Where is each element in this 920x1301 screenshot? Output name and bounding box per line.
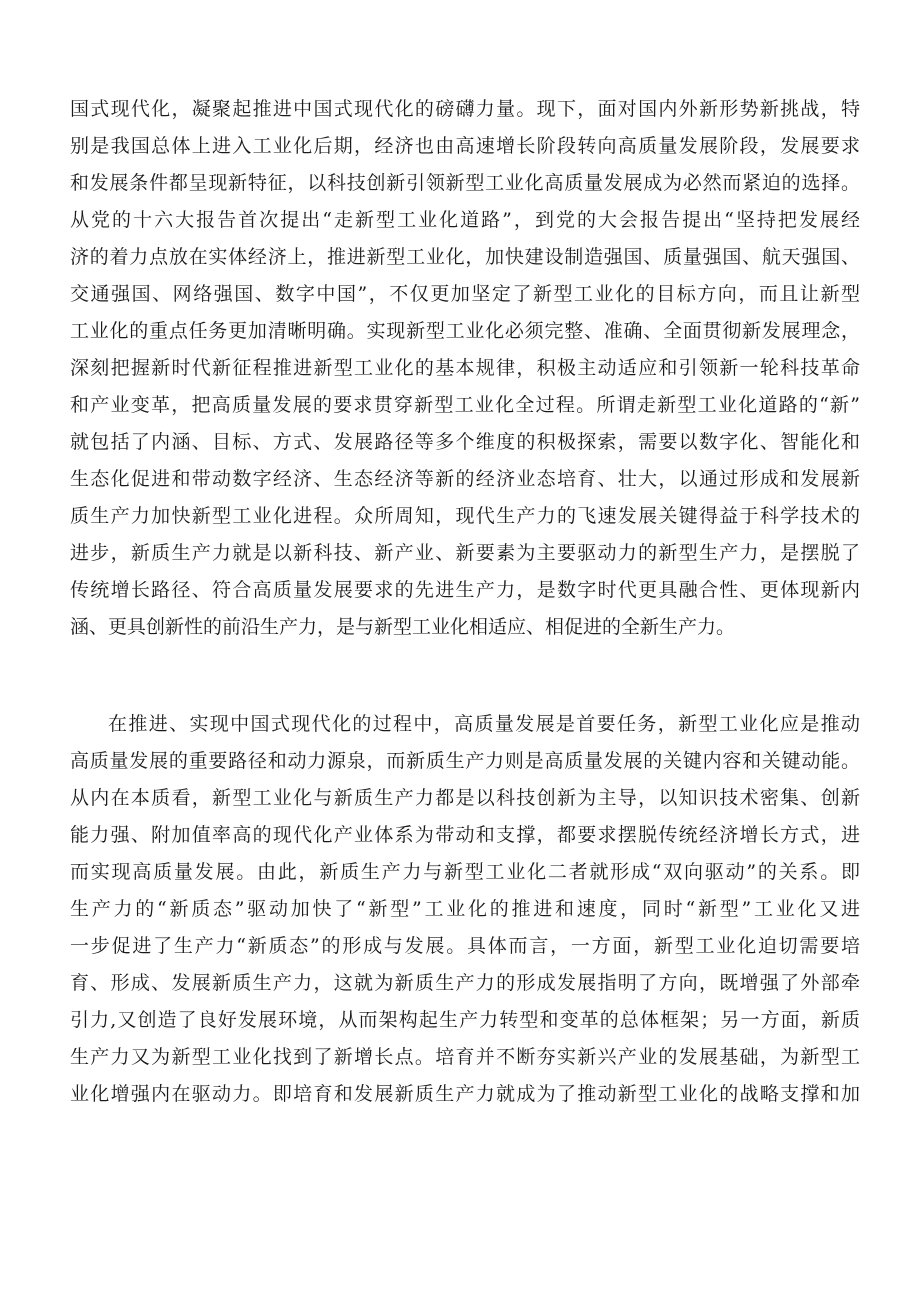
text-line: 和发展条件都呈现新特征，以科技创新引领新型工业化高质量发展成为必然而紧迫的选择。 (70, 172, 860, 194)
text-line: 生产力又为新型工业化找到了新增长点。培育并不断夯实新兴产业的发展基础，为新型工 (70, 1046, 860, 1068)
text-line: 业化增强内在驱动力。即培育和发展新质生产力就成为了推动新型工业化的战略支撑和加 (70, 1083, 860, 1105)
text-line: 质生产力加快新型工业化进程。众所周知，现代生产力的飞速发展关键得益于科学技术的 (70, 505, 860, 527)
text-line: 涵、更具创新性的前沿生产力，是与新型工业化相适应、相促进的全新生产力。 (70, 616, 736, 638)
text-line: 育、形成、发展新质生产力，这就为新质生产力的形成发展指明了方向，既增强了外部牵 (70, 972, 860, 994)
text-line: 深刻把握新时代新征程推进新型工业化的基本规律，积极主动适应和引领新一轮科技革命 (70, 357, 860, 379)
text-line: 生产力的“新质态”驱动加快了“新型”工业化的推进和速度，同时“新型”工业化又进 (70, 898, 860, 920)
text-line: 生态化促进和带动数字经济、生态经济等新的经济业态培育、壮大，以通过形成和发展新 (70, 468, 860, 490)
text-line: 进步，新质生产力就是以新科技、新产业、新要素为主要驱动力的新型生产力，是摆脱了 (70, 542, 860, 564)
text-line: 国式现代化，凝聚起推进中国式现代化的磅礴力量。现下，面对国内外新形势新挑战，特 (70, 98, 860, 120)
text-line: 引力,又创造了良好发展环境，从而架构起生产力转型和变革的总体框架；另一方面，新质 (70, 1009, 860, 1031)
paragraph-1 (70, 91, 860, 646)
text-line: 交通强国、网络强国、数字中国”，不仅更加坚定了新型工业化的目标方向，而且让新型 (70, 283, 860, 305)
text-line: 在推进、实现中国式现代化的过程中，高质量发展是首要任务，新型工业化应是推动 (108, 713, 860, 735)
text-line: 别是我国总体上进入工业化后期，经济也由高速增长阶段转向高质量发展阶段，发展要求 (70, 135, 860, 157)
text-line: 就包括了内涵、目标、方式、发展路径等多个维度的积极探索，需要以数字化、智能化和 (70, 431, 860, 453)
text-line: 一步促进了生产力“新质态”的形成与发展。具体而言，一方面，新型工业化迫切需要培 (70, 935, 860, 957)
text-line: 能力强、附加值率高的现代化产业体系为带动和支撑，都要求摆脱传统经济增长方式，进 (70, 824, 860, 846)
text-line: 从内在本质看，新型工业化与新质生产力都是以科技创新为主导，以知识技术密集、创新 (70, 787, 860, 809)
paragraph-2 (70, 706, 860, 1113)
text-line: 和产业变革，把高质量发展的要求贯穿新型工业化全过程。所谓走新型工业化道路的“新” (70, 394, 860, 416)
text-line: 工业化的重点任务更加清晰明确。实现新型工业化必须完整、准确、全面贯彻新发展理念， (70, 320, 860, 342)
text-line: 而实现高质量发展。由此，新质生产力与新型工业化二者就形成“双向驱动”的关系。即 (70, 861, 860, 883)
text-line: 济的着力点放在实体经济上，推进新型工业化，加快建设制造强国、质量强国、航天强国、 (70, 246, 860, 268)
text-line: 高质量发展的重要路径和动力源泉，而新质生产力则是高质量发展的关键内容和关键动能。 (70, 750, 860, 772)
text-line: 从党的十六大报告首次提出“走新型工业化道路”，到党的大会报告提出“坚持把发展经 (70, 209, 860, 231)
text-line: 传统增长路径、符合高质量发展要求的先进生产力，是数字时代更具融合性、更体现新内 (70, 579, 860, 601)
